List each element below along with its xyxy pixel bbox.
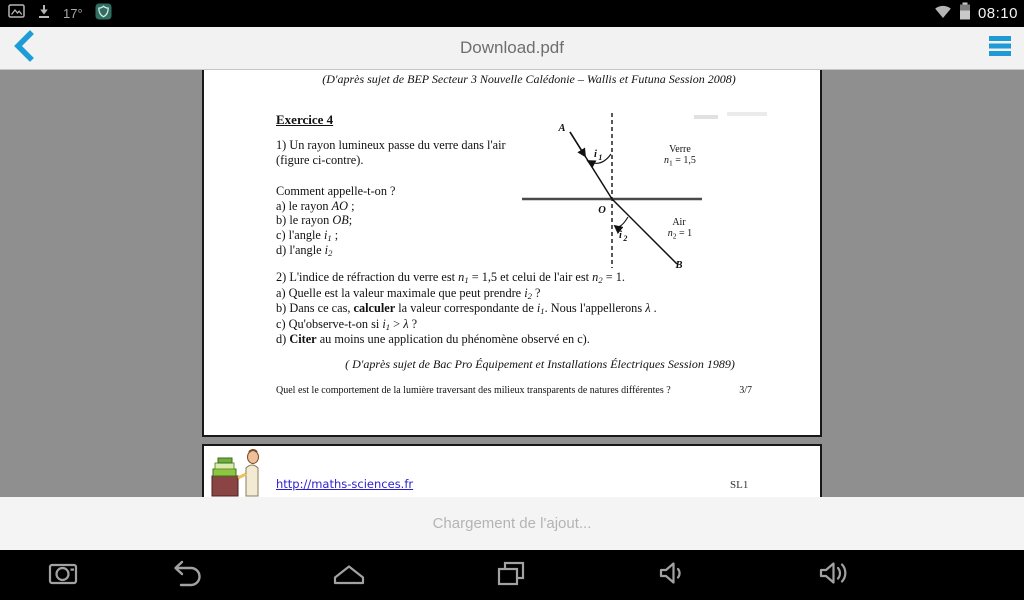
- home-icon: [330, 556, 368, 595]
- question-item: c) l'angle i1 ;: [276, 227, 339, 243]
- point-a-label: A: [558, 123, 566, 134]
- exam-source-header: (D'après sujet de BEP Secteur 3 Nouvelle Calédonie – Wallis et Futuna Session 2008): [322, 72, 736, 86]
- back-button[interactable]: [4, 30, 44, 66]
- camera-icon: [45, 556, 81, 595]
- clock-text: 08:10: [977, 5, 1018, 22]
- point-o-label: O: [598, 205, 606, 216]
- recent-apps-button[interactable]: [487, 551, 535, 599]
- volume-up-button[interactable]: [810, 551, 858, 599]
- ad-banner: [0, 497, 1024, 550]
- pdf-scroll-area[interactable]: [0, 70, 1024, 497]
- refraction-diagram: [522, 110, 802, 272]
- document-code: SL1: [730, 479, 749, 491]
- chevron-left-icon: [12, 30, 36, 67]
- angle2-arc: [615, 217, 628, 227]
- app-toolbar: [0, 27, 1024, 70]
- question-item: c) Qu'observe-t-on si i1 > λ ?: [276, 316, 418, 332]
- medium1-label: Verre: [669, 144, 691, 155]
- home-button[interactable]: [325, 551, 373, 599]
- antivirus-shield-icon: [95, 3, 112, 25]
- angle2-label: i $_2$: [619, 230, 628, 243]
- question-list-2: [276, 270, 657, 347]
- angle1-label: i $_1$: [594, 149, 603, 162]
- question-item: b) Dans ce cas, calculer la valeur correspondante de i1. Nous l'appellerons λ .: [276, 301, 657, 317]
- overflow-menu-button[interactable]: [980, 30, 1020, 66]
- exercise-title: Exercice 4: [276, 112, 334, 127]
- page-title: Download.pdf: [460, 38, 564, 57]
- pdf-page-1: [202, 70, 822, 437]
- volume-down-button[interactable]: [648, 551, 696, 599]
- question-item: a) Quelle est la valeur maximale que peut prendre i2 ?: [276, 285, 541, 301]
- question-list-1: [276, 184, 396, 259]
- ad-loading-text: Chargement de l'ajout...: [432, 515, 592, 532]
- scan-artifact: [727, 112, 767, 116]
- speaker-low-icon: [654, 556, 690, 595]
- scan-artifact: [694, 115, 718, 119]
- status-bar: [0, 0, 1024, 27]
- intro-line: (figure ci-contre).: [276, 152, 364, 167]
- exam-source-footer: ( D'après sujet de Bac Pro Équipement et Installations Électriques Session 1989): [345, 357, 735, 371]
- maths-sciences-link[interactable]: http://maths-sciences.fr: [276, 477, 414, 491]
- pdf-page-2: [202, 444, 822, 497]
- question-intro: Comment appelle-t-on ?: [276, 184, 396, 198]
- question-item: 2) L'indice de réfraction du verre est n1 = 1,5 et celui de l'air est n2 = 1.: [276, 270, 625, 285]
- question-item: d) l'angle i2: [276, 243, 333, 259]
- recents-icon: [493, 556, 529, 595]
- question-item: b) le rayon OB;: [276, 213, 353, 228]
- page-footer: [276, 385, 754, 396]
- medium1-index: $n_1 = 1,5$: [664, 155, 696, 168]
- back-arrow-icon: [168, 556, 206, 595]
- question-item: d) Citer au moins une application du phénomène observé en c).: [276, 332, 590, 347]
- navigation-bar: [0, 550, 1024, 600]
- page-number: 3/7: [739, 385, 752, 396]
- medium2-label: Air: [672, 217, 686, 228]
- question-item: a) le rayon AO ;: [276, 198, 355, 213]
- battery-icon: [959, 2, 971, 25]
- screenshot-notification-icon: [8, 4, 25, 23]
- intro-line: 1) Un rayon lumineux passe du verre dans l'air: [276, 138, 506, 152]
- screenshot-button[interactable]: [39, 551, 87, 599]
- point-b-label: B: [675, 260, 683, 271]
- incident-ray-arrow: [570, 132, 585, 156]
- temperature-text: 17°: [63, 6, 83, 21]
- exercise-intro: [276, 138, 506, 167]
- mascot-image: [210, 448, 274, 497]
- footer-question: Quel est le comportement de la lumière traversant des milieux transparents de natures différentes ?: [276, 385, 671, 396]
- back-nav-button[interactable]: [163, 551, 211, 599]
- wifi-icon: [934, 4, 952, 24]
- medium2-index: $n_2 = 1$: [667, 228, 693, 241]
- download-notification-icon: [37, 4, 51, 24]
- speaker-loud-icon: [815, 556, 853, 595]
- menu-icon: [988, 34, 1012, 63]
